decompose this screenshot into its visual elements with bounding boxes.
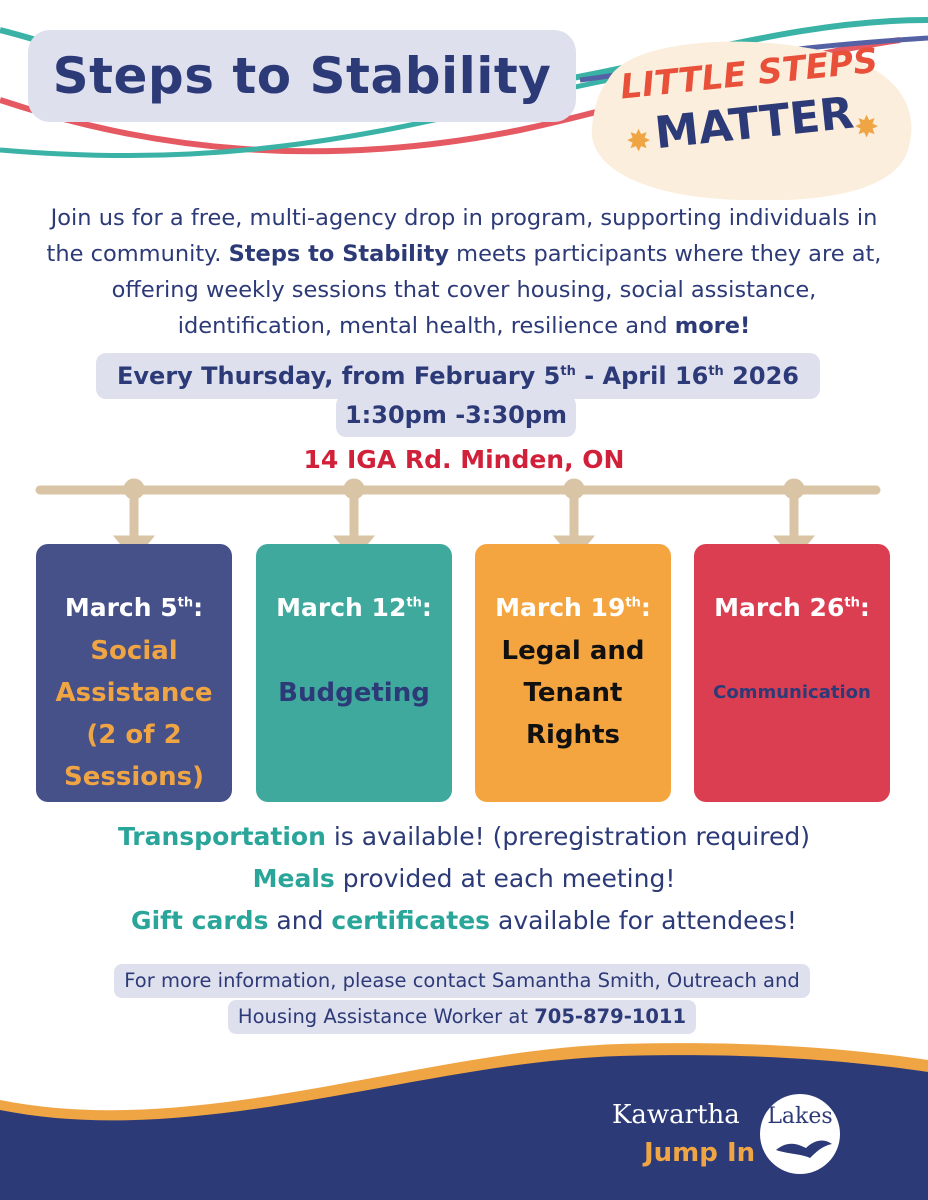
session-topic: Legal and Tenant Rights (501, 636, 645, 750)
schedule-time: 1:30pm -3:30pm (336, 395, 576, 437)
intro-paragraph (40, 200, 888, 344)
kawartha-lakes-logo (612, 1092, 842, 1182)
date-end: - April 16 (575, 362, 709, 390)
session-card-march-26 (694, 544, 890, 802)
brand-lakes: Lakes (767, 1104, 833, 1129)
session-topic: Social Assistance (2 of 2 Sessions) (55, 636, 213, 792)
star-icon-right: ✸ (854, 110, 880, 145)
address: 14 IGA Rd. Minden, ON (303, 445, 625, 474)
benefits-list (0, 816, 928, 942)
session-date: March 26th: (714, 593, 870, 622)
intro-more: more! (674, 313, 751, 339)
star-icon-left: ✸ (626, 124, 652, 159)
brand-kawartha: Kawartha (612, 1100, 740, 1130)
date-sup-2: th (708, 364, 724, 379)
badge-line2: MATTER (652, 87, 857, 160)
benefit-transportation: Transportation is available! (preregistration required) (117, 822, 810, 851)
contact-line-1: For more information, please contact Samantha Smith, Outreach and (114, 964, 809, 998)
page-title: Steps to Stability (52, 47, 552, 105)
contact-phone[interactable]: 705-879-1011 (534, 1005, 687, 1028)
badge-line1: LITTLE STEPS (618, 40, 880, 108)
session-topic: Communication (713, 682, 871, 703)
title-banner (28, 30, 576, 122)
session-topic: Budgeting (278, 678, 430, 708)
session-date: March 5th: (64, 593, 204, 622)
session-card-march-12 (256, 544, 452, 802)
session-card-march-19 (475, 544, 671, 802)
tagline-jump-in: Jump In (644, 1138, 756, 1168)
benefit-meals: Meals provided at each meeting! (252, 864, 676, 893)
date-start: Every Thursday, from February 5 (117, 362, 561, 390)
schedule-dates (96, 353, 820, 399)
intro-text-2: meets participants where they are at, offering weekly sessions that cover housing, social assistance, identification, mental health, resilience and (111, 241, 882, 339)
little-steps-matter-badge (588, 40, 916, 200)
contact-info (82, 964, 842, 1036)
intro-program-name: Steps to Stability (228, 241, 450, 267)
session-date: March 19th: (495, 593, 651, 622)
session-card-march-5 (36, 544, 232, 802)
contact-line-2: Housing Assistance Worker at 705-879-1011 (228, 1000, 696, 1034)
benefit-gift-cards: Gift cards and certificates available for attendees! (131, 906, 797, 935)
session-date: March 12th: (276, 593, 432, 622)
date-year: 2026 (723, 362, 799, 390)
intro-text-1: Join us for a free, multi-agency drop in program, supporting individuals in the community. (46, 205, 878, 267)
date-sup-1: th (560, 364, 576, 379)
